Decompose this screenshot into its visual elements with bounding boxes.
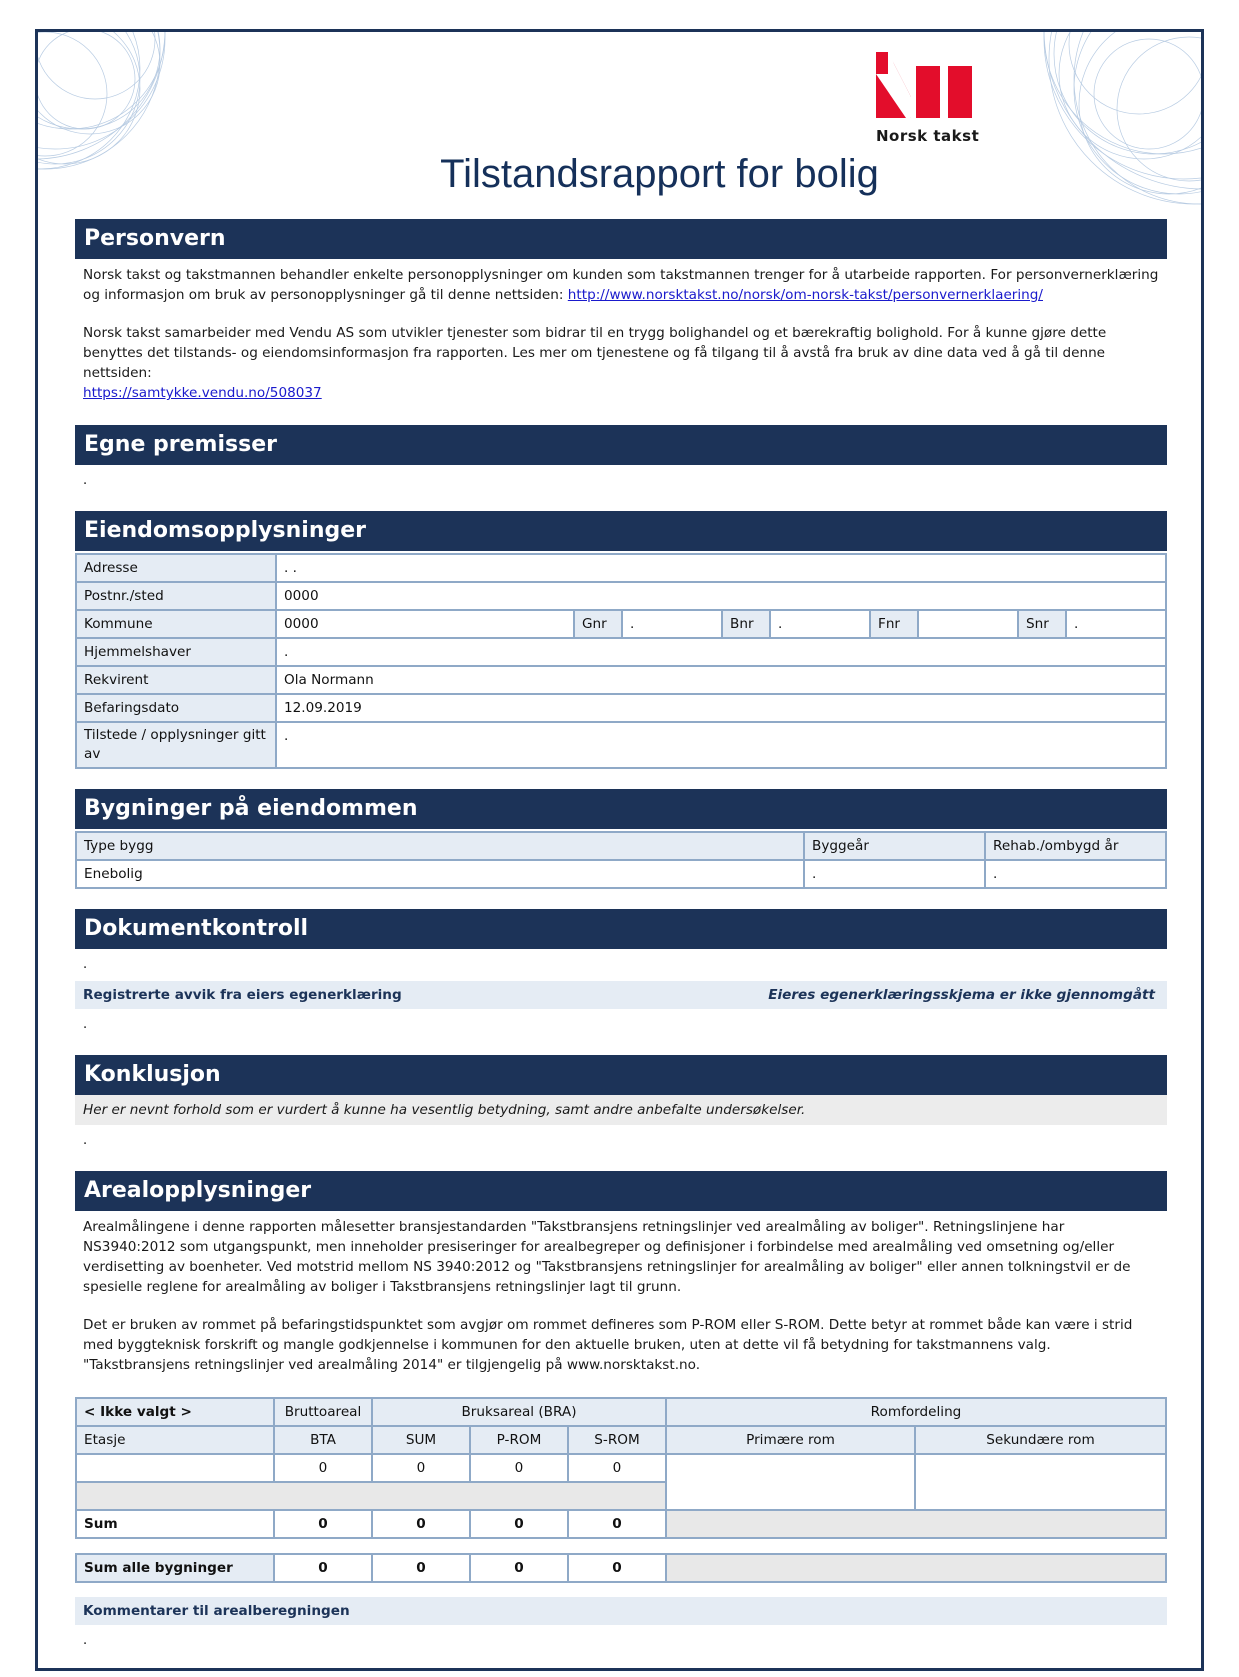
dokumentkontroll-text: . xyxy=(83,957,88,972)
areal-table xyxy=(75,1397,1167,1539)
personvern-link[interactable]: http://www.norsktakst.no/norsk/om-norsk-takst/personvernerklaering/ xyxy=(567,287,1043,303)
rekvirent-label: Rekvirent xyxy=(76,666,276,694)
type-bygg-value: Enebolig xyxy=(76,860,804,888)
table-row xyxy=(76,694,1166,722)
postnr-value: 0000 xyxy=(276,582,1166,610)
gnr-value: . xyxy=(622,610,722,638)
building-selector[interactable]: < Ikke valgt > xyxy=(76,1398,274,1426)
table-header-row xyxy=(76,832,1166,860)
etasje-value xyxy=(76,1454,274,1482)
bygninger-table xyxy=(75,831,1167,889)
table-row xyxy=(76,638,1166,666)
hjemmelshaver-label: Hjemmelshaver xyxy=(76,638,276,666)
primaere-rom-value xyxy=(666,1454,915,1510)
romfordeling-header: Romfordeling xyxy=(666,1398,1166,1426)
befaringsdato-label: Befaringsdato xyxy=(76,694,276,722)
srom-header: S-ROM xyxy=(568,1426,666,1454)
sekundaere-rom-value xyxy=(915,1454,1166,1510)
bruttoareal-header: Bruttoareal xyxy=(274,1398,372,1426)
adresse-value: . . xyxy=(276,554,1166,582)
srom-value: 0 xyxy=(568,1454,666,1482)
sum-value: 0 xyxy=(372,1454,470,1482)
sum-header: SUM xyxy=(372,1426,470,1454)
section-header-dokumentkontroll: Dokumentkontroll xyxy=(75,909,1167,949)
postnr-label: Postnr./sted xyxy=(76,582,276,610)
konklusjon-intro: Her er nevnt forhold som er vurdert å kunne ha vesentlig betydning, samt andre anbefalte undersøkelser. xyxy=(75,1095,1167,1125)
total-label: Sum alle bygninger xyxy=(76,1554,274,1582)
sum-prom: 0 xyxy=(470,1510,568,1538)
page-title: Tilstandsrapport for bolig xyxy=(440,152,879,196)
etasje-header: Etasje xyxy=(76,1426,274,1454)
rekvirent-value: Ola Normann xyxy=(276,666,1166,694)
tilstede-label: Tilstede / opplysninger gitt av xyxy=(76,722,276,768)
table-row xyxy=(76,554,1166,582)
bta-value: 0 xyxy=(274,1454,372,1482)
section-header-arealopplysninger: Arealopplysninger xyxy=(75,1171,1167,1211)
total-prom: 0 xyxy=(470,1554,568,1582)
table-row xyxy=(76,722,1166,768)
table-row xyxy=(76,666,1166,694)
section-header-egne-premisser: Egne premisser xyxy=(75,425,1167,465)
tilstede-value: . xyxy=(276,722,1166,768)
report-content xyxy=(75,219,1167,1655)
gnr-label: Gnr xyxy=(574,610,622,638)
primaere-rom-header: Primære rom xyxy=(666,1426,915,1454)
table-row xyxy=(76,1454,1166,1482)
egne-premisser-text: . xyxy=(83,473,88,488)
vendu-link[interactable]: https://samtykke.vendu.no/508037 xyxy=(83,385,322,401)
table-row xyxy=(76,610,1166,638)
sum-romfordeling xyxy=(666,1510,1166,1538)
areal-total-table xyxy=(75,1553,1167,1583)
kommentar-bar xyxy=(75,1597,1167,1625)
prom-value: 0 xyxy=(470,1454,568,1482)
befaringsdato-value: 12.09.2019 xyxy=(276,694,1166,722)
kommune-label: Kommune xyxy=(76,610,276,638)
prom-header: P-ROM xyxy=(470,1426,568,1454)
fnr-label: Fnr xyxy=(870,610,918,638)
rehab-value: . xyxy=(985,860,1166,888)
adresse-label: Adresse xyxy=(76,554,276,582)
personvern-paragraph-2: Norsk takst samarbeider med Vendu AS som utvikler tjenester som bidrar til en trygg bolighandel og et bærekraftig bolighold. For å kunne gjøre dette benyttes det tilstands- og eiendomsinformasjon fra rapporten. Les mer om tjenestene og få tilgang til å avstå fra bruk av dine data ved å gå til denne nettsiden: https://samtykke.vendu.no/508037 xyxy=(83,325,1107,401)
total-srom: 0 xyxy=(568,1554,666,1582)
sekundaere-rom-header: Sekundære rom xyxy=(915,1426,1166,1454)
table-row xyxy=(76,582,1166,610)
table-sum-row xyxy=(76,1510,1166,1538)
column-header: Byggeår xyxy=(804,832,985,860)
table-row xyxy=(76,860,1166,888)
total-romfordeling xyxy=(666,1554,1166,1582)
spacer-row xyxy=(76,1482,666,1510)
konklusjon-text: . xyxy=(83,1133,88,1148)
avvik-label: Registrerte avvik fra eiers egenerklæring xyxy=(83,987,402,1003)
bnr-label: Bnr xyxy=(722,610,770,638)
bnr-value: . xyxy=(770,610,870,638)
kommune-value: 0000 xyxy=(276,610,574,638)
logo-text: Norsk takst xyxy=(876,127,980,145)
sum-srom: 0 xyxy=(568,1510,666,1538)
bruksareal-header: Bruksareal (BRA) xyxy=(372,1398,666,1426)
sum-label: Sum xyxy=(76,1510,274,1538)
sum-bta: 0 xyxy=(274,1510,372,1538)
avvik-status: Eieres egenerklæringsskjema er ikke gjennomgått xyxy=(768,987,1155,1003)
total-bta: 0 xyxy=(274,1554,372,1582)
column-header: Type bygg xyxy=(76,832,804,860)
kommentar-label: Kommentarer til arealberegningen xyxy=(83,1603,350,1619)
section-header-eiendomsopplysninger: Eiendomsopplysninger xyxy=(75,511,1167,551)
sum-sum: 0 xyxy=(372,1510,470,1538)
byggeaar-value: . xyxy=(804,860,985,888)
section-header-konklusjon: Konklusjon xyxy=(75,1055,1167,1095)
table-header-row xyxy=(76,1398,1166,1426)
areal-paragraph-1: Arealmålingene i denne rapporten målesetter bransjestandarden "Takstbransjens retningslinjer ved arealmåling av boliger". Retningslinjene har NS3940:2012 som utgangspunkt, men inneholder presiseringer for arealbegreper og definisjoner i forbindelse med arealmåling ved omsetning og/eller verdisetting av boenheter. Ved motstrid mellom NS 3940:2012 og "Takstbransjens retningslinjer for arealmåling av boliger" eller annen tolkningstvil er de spesielle reglene for arealmåling av boliger i Takstbransjens retningslinjer lagt til grunn. xyxy=(83,1219,1131,1295)
personvern-paragraph-1: Norsk takst og takstmannen behandler enkelte personopplysninger om kunden som takstmannen trenger for å utarbeide rapporten. For personvernerklæring og informasjon om bruk av personopplysninger gå til denne nettsiden: http://www.norsktakst.no/norsk/om-norsk-takst/personvernerklaering/ xyxy=(83,267,1159,303)
section-header-personvern: Personvern xyxy=(75,219,1167,259)
total-sum: 0 xyxy=(372,1554,470,1582)
section-header-bygninger: Bygninger på eiendommen xyxy=(75,789,1167,829)
snr-label: Snr xyxy=(1018,610,1066,638)
fnr-value xyxy=(918,610,1018,638)
bta-header: BTA xyxy=(274,1426,372,1454)
column-header: Rehab./ombygd år xyxy=(985,832,1166,860)
kommentar-text: . xyxy=(83,1633,88,1648)
avvik-bar xyxy=(75,981,1167,1009)
page-frame xyxy=(35,29,1204,1671)
areal-paragraph-2: Det er bruken av rommet på befaringstidspunktet som avgjør om rommet defineres som P-ROM eller S-ROM. Dette betyr at rommet både kan være i strid med byggteknisk forskrift og mangle godkjennelse i kommunen for den aktuelle bruken, uten at dette vil få betydning for takstmannens valg. "Takstbransjens retningslinjer ved arealmåling 2014" er tilgjengelig på www.norsktakst.no. xyxy=(83,1317,1133,1373)
table-total-row xyxy=(76,1554,1166,1582)
snr-value: . xyxy=(1066,610,1166,638)
table-header-row xyxy=(76,1426,1166,1454)
eiendom-table xyxy=(75,553,1167,769)
hjemmelshaver-value: . xyxy=(276,638,1166,666)
dokumentkontroll-text-2: . xyxy=(83,1017,88,1032)
